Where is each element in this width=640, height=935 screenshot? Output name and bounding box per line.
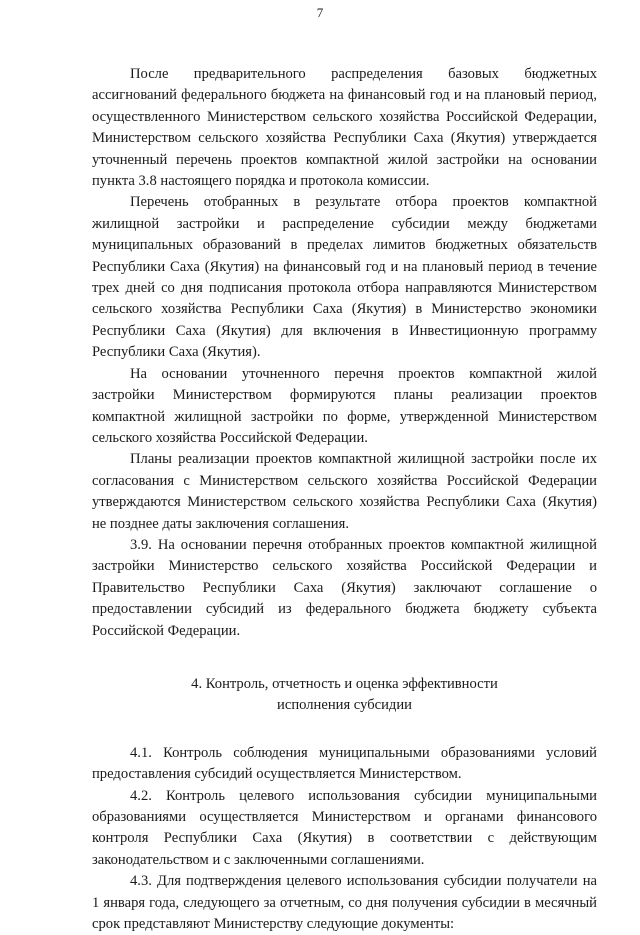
paragraph-4-3-documents: 4.3. Для подтверждения целевого использования субсидии получатели на 1 января года, следующего за отчетным, со дня получения субсидии в месячный срок представляют Министерству следующие документы: [92, 873, 597, 933]
page-number: 7 [316, 5, 324, 20]
paragraph-selected-projects-list: Перечень отобранных в результате отбора проектов компактной жилищной застройки и распределение субсидии между бюджетами муниципальных образований в пределах лимитов бюджетных обязательств Республики Саха (Якутия) на финансовый год и на плановый период в течение трех дней со дня подписания протокола отбора направляются Министерством сельского хозяйства Республики Саха (Якутия) в Министерство экономики Республики Саха (Якутия) для включения в Инвестиционную программу Республики Саха (Якутия). [92, 194, 597, 361]
section-4-title-line2: исполнения субсидии [277, 697, 412, 714]
paragraph-distribution-approval: После предварительного распределения базовых бюджетных ассигнований федерального бюджета на финансовый год и на плановый период, осуществленного Министерством сельского хозяйства Российской Федерации, Министерством сельского хозяйства Республики Саха (Якутия) утверждается уточненный перечень проектов компактной жилой застройки на основании пункта 3.8 настоящего порядка и протокола комиссии. [92, 66, 597, 190]
document-body [92, 64, 597, 935]
section-4-heading [92, 674, 597, 717]
paragraph-4-1-control: 4.1. Контроль соблюдения муниципальными образованиями условий предоставления субсидий осуществляется Министерством. [92, 744, 597, 783]
paragraph-implementation-plans: На основании уточненного перечня проектов компактной жилой застройки Министерством формируются планы реализации проектов компактной жилищной застройки по форме, утвержденной Министерством сельского хозяйства Российской Федерации. [92, 365, 597, 446]
paragraph-plans-approval: Планы реализации проектов компактной жилищной застройки после их согласования с Министерством сельского хозяйства Российской Федерации утверждаются Министерством сельского хозяйства Республики Саха (Якутия) не позднее даты заключения соглашения. [92, 451, 597, 532]
paragraph-4-2-target-use-control: 4.2. Контроль целевого использования субсидии муниципальными образованиями осуществляется Министерством и органами финансового контроля Республики Саха (Якутия) в соответствии с действующим законодательством и с заключенными соглашениями. [92, 787, 597, 868]
paragraph-3-9-agreement: 3.9. На основании перечня отобранных проектов компактной жилищной застройки Министерство сельского хозяйства Российской Федерации и Правительство Республики Саха (Якутия) заключают соглашение о предоставлении субсидий из федерального бюджета бюджету субъекта Российской Федерации. [92, 536, 597, 639]
section-4-title-line1: 4. Контроль, отчетность и оценка эффективности [191, 675, 498, 692]
